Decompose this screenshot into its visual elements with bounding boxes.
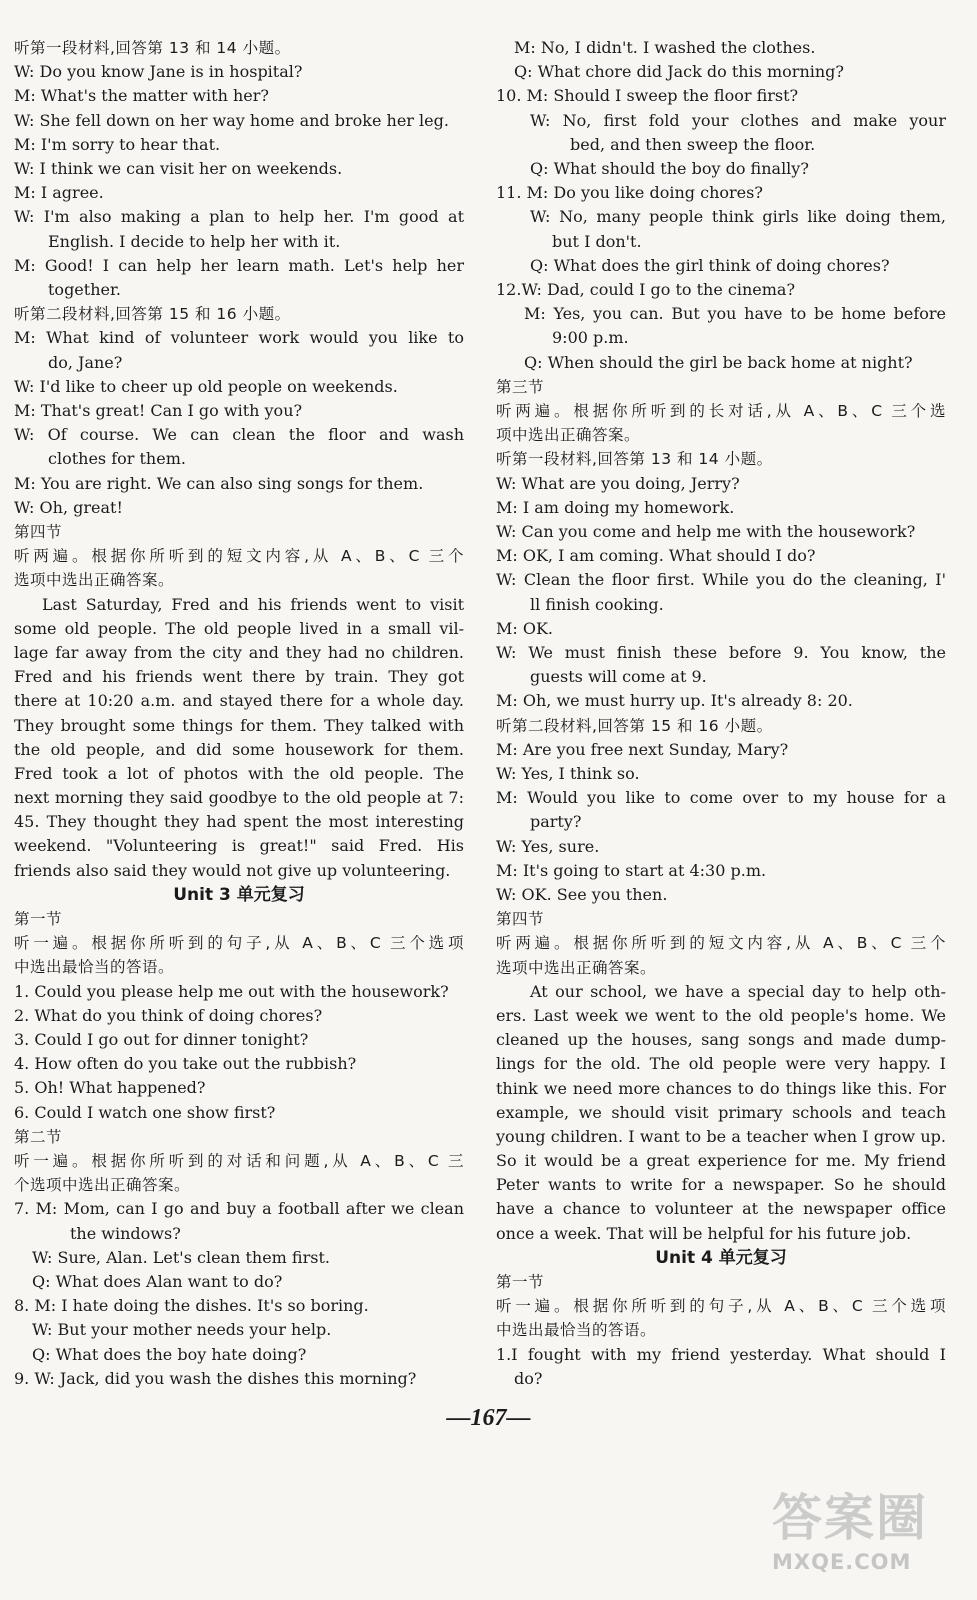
- dialogue-line: M: It's going to start at 4:30 p.m.: [496, 860, 767, 880]
- passage-line: once a week. That will be helpful for his future job.: [496, 1223, 912, 1243]
- passage-line: the old people, and did some housework for them.: [14, 739, 464, 759]
- section-instruction: 听一遍。根据你所听到的对话和问题,从 A、B、C 三: [14, 1152, 464, 1171]
- dialogue-line-continued: ll finish cooking.: [530, 594, 664, 614]
- dialogue-line: W: Can you come and help me with the housework?: [496, 522, 916, 541]
- dialogue-line: W: I think we can visit her on weekends.: [14, 159, 343, 179]
- question-item: 5. Oh! What happened?: [14, 1078, 206, 1098]
- question-item: 1. Could you please help me out with the housework?: [14, 981, 449, 1001]
- dialogue-line: M: I'm sorry to hear that.: [14, 134, 221, 154]
- dialogue-line: M: You are right. We can also sing songs for them.: [14, 473, 424, 493]
- passage-line: there at 10:20 a.m. and stayed there for a whole day.: [14, 691, 464, 711]
- dialogue-line: Q: What should the boy do finally?: [530, 159, 809, 178]
- dialogue-line: M: Yes, you can. But you have to be home before: [524, 304, 946, 324]
- passage-line: young children. I want to be a teacher when I grow up.: [496, 1126, 946, 1146]
- section-instruction: 听两遍。根据你所听到的短文内容,从 A、B、C 三个: [496, 934, 946, 953]
- question-item-continued: do?: [514, 1368, 543, 1388]
- dialogue-line: W: What are you doing, Jerry?: [496, 473, 740, 493]
- section-instruction: 听两遍。根据你所听到的短文内容,从 A、B、C 三个: [14, 547, 464, 566]
- passage-line: cleaned up the houses, sang songs and made dump-: [496, 1030, 946, 1050]
- passage-line: lage far away from the city and they had no children.: [14, 642, 464, 662]
- dialogue-line: W: Clean the floor first. While you do the cleaning, I': [496, 570, 946, 590]
- section-heading: 第四节: [14, 523, 63, 541]
- dialogue-line: M: Would you like to come over to my house for a: [496, 788, 946, 808]
- section-instruction: 听第二段材料,回答第 15 和 16 小题。: [14, 305, 291, 324]
- section-instruction: 听第二段材料,回答第 15 和 16 小题。: [496, 716, 773, 735]
- dialogue-line: W: No, first fold your clothes and make your: [530, 110, 946, 130]
- section-instruction: 中选出最恰当的答语。: [14, 958, 175, 977]
- section-instruction: 选项中选出正确答案。: [496, 958, 657, 977]
- dialogue-line-continued: the windows?: [70, 1223, 181, 1243]
- dialogue-line-continued: do, Jane?: [48, 352, 123, 372]
- dialogue-line: M: Good! I can help her learn math. Let's help her: [14, 255, 464, 275]
- passage-line: Last Saturday, Fred and his friends went to visit: [42, 594, 464, 614]
- passage-line: So it would be a great experience for me. My friend: [496, 1151, 946, 1171]
- section-instruction: 个选项中选出正确答案。: [14, 1176, 191, 1195]
- dialogue-line: W: Oh, great!: [14, 497, 123, 517]
- passage-line: friends also said they would not give up volunteering.: [14, 860, 451, 880]
- dialogue-line: Q: What does the boy hate doing?: [32, 1344, 307, 1364]
- dialogue-line: M: I agree.: [14, 183, 104, 203]
- dialogue-line-continued: clothes for them.: [48, 449, 186, 469]
- dialogue-line: W: I'd like to cheer up old people on weekends.: [14, 376, 398, 396]
- dialogue-line: Q: When should the girl be back home at night?: [524, 352, 913, 372]
- dialogue-line: W: I'm also making a plan to help her. I'm good at: [14, 207, 464, 227]
- watermark-logo-text: 答案圈: [772, 1489, 928, 1547]
- dialogue-line: M: Oh, we must hurry up. It's already 8: 20.: [496, 691, 853, 711]
- dialogue-line: M: OK.: [496, 618, 554, 638]
- dialogue-line: Q: What does the girl think of doing chores?: [530, 255, 890, 275]
- dialogue-line: W: Do you know Jane is in hospital?: [14, 62, 303, 82]
- dialogue-line: W: We must finish these before 9. You know, the: [496, 643, 946, 662]
- dialogue-line-continued: together.: [48, 280, 121, 299]
- unit-title: Unit 4 单元复习: [655, 1247, 787, 1268]
- left-column: [14, 36, 464, 1391]
- dialogue-line: M: Are you free next Sunday, Mary?: [496, 739, 789, 759]
- unit-title: Unit 3 单元复习: [173, 884, 305, 905]
- section-instruction: 听两遍。根据你所听到的长对话,从 A、B、C 三个选: [496, 402, 946, 420]
- section-instruction: 项中选出正确答案。: [496, 426, 641, 445]
- passage-line: next morning they said goodbye to the old people at 7:: [14, 788, 464, 808]
- dialogue-line: M: OK, I am coming. What should I do?: [496, 546, 816, 566]
- dialogue-line: W: She fell down on her way home and broke her leg.: [14, 110, 449, 130]
- dialogue-line: 11. M: Do you like doing chores?: [496, 183, 763, 203]
- dialogue-line-continued: English. I decide to help her with it.: [48, 231, 341, 251]
- passage-line: think we need more chances to do things like this. For: [496, 1078, 946, 1098]
- dialogue-line: M: No, I didn't. I washed the clothes.: [514, 38, 816, 57]
- passage-line: They brought some things for them. They talked with: [14, 715, 464, 735]
- dialogue-line: 8. M: I hate doing the dishes. It's so boring.: [14, 1296, 369, 1316]
- section-heading: 第三节: [496, 377, 545, 396]
- dialogue-line: W: Yes, I think so.: [496, 764, 640, 783]
- dialogue-line: W: No, many people think girls like doing them,: [530, 207, 946, 227]
- section-instruction: 听一遍。根据你所听到的句子,从 A、B、C 三个选项: [14, 934, 464, 953]
- passage-line: Fred and his friends went there by train. They got: [14, 667, 464, 687]
- dialogue-line: W: But your mother needs your help.: [32, 1320, 332, 1340]
- dialogue-line: M: I am doing my homework.: [496, 497, 735, 517]
- question-item: 1.I fought with my friend yesterday. What should I: [496, 1344, 946, 1364]
- passage-line: some old people. The old people lived in a small vil-: [14, 618, 464, 638]
- dialogue-line-continued: party?: [530, 812, 582, 832]
- dialogue-line: W: Of course. We can clean the floor and wash: [14, 425, 464, 445]
- section-heading: 第四节: [496, 910, 545, 929]
- dialogue-line: M: What's the matter with her?: [14, 86, 269, 106]
- dialogue-line-continued: but I don't.: [552, 231, 642, 251]
- passage-line: example, we should visit primary schools and teach: [496, 1102, 946, 1122]
- passage-line: ers. Last week we went to the old people's home. We: [496, 1005, 946, 1025]
- passage-line: have a chance to volunteer at the newspaper office: [496, 1199, 946, 1219]
- section-instruction: 听第一段材料,回答第 13 和 14 小题。: [496, 450, 773, 469]
- dialogue-line: Q: What chore did Jack do this morning?: [514, 62, 844, 82]
- dialogue-line: W: Sure, Alan. Let's clean them first.: [32, 1247, 330, 1267]
- question-item: 6. Could I watch one show first?: [14, 1102, 276, 1122]
- section-heading: 第二节: [14, 1127, 63, 1146]
- section-heading: 第一节: [496, 1273, 545, 1292]
- dialogue-line: W: OK. See you then.: [496, 885, 668, 904]
- passage-line: At our school, we have a special day to help oth-: [530, 981, 946, 1001]
- section-instruction: 听一遍。根据你所听到的句子,从 A、B、C 三个选项: [496, 1297, 946, 1316]
- section-instruction: 听第一段材料,回答第 13 和 14 小题。: [14, 39, 291, 57]
- dialogue-line: M: What kind of volunteer work would you like to: [14, 328, 464, 348]
- dialogue-line: 12.W: Dad, could I go to the cinema?: [496, 280, 796, 299]
- question-item: 2. What do you think of doing chores?: [14, 1005, 323, 1025]
- passage-line: lings for the old. The old people were very happy. I: [496, 1054, 946, 1074]
- dialogue-line: M: That's great! Can I go with you?: [14, 401, 303, 420]
- dialogue-line: W: Yes, sure.: [496, 836, 600, 856]
- dialogue-line: Q: What does Alan want to do?: [32, 1272, 283, 1292]
- question-item: 4. How often do you take out the rubbish?: [14, 1054, 357, 1074]
- page-number: —167—: [446, 1405, 531, 1431]
- passage-line: 45. They thought they had spent the most interesting: [14, 812, 464, 832]
- passage-line: Fred took a lot of photos with the old people. The: [14, 763, 464, 783]
- question-item: 3. Could I go out for dinner tonight?: [14, 1030, 309, 1050]
- section-heading: 第一节: [14, 910, 63, 929]
- dialogue-line-continued: guests will come at 9.: [530, 667, 707, 687]
- right-column: [496, 36, 946, 1391]
- dialogue-line-continued: bed, and then sweep the floor.: [570, 134, 816, 154]
- watermark-logo: [772, 1478, 947, 1586]
- passage-line: weekend. "Volunteering is great!" said Fred. His: [14, 836, 464, 856]
- passage-line: Peter wants to write for a newspaper. So he should: [496, 1175, 946, 1195]
- section-instruction: 选项中选出正确答案。: [14, 571, 175, 590]
- section-instruction: 中选出最恰当的答语。: [496, 1321, 657, 1340]
- dialogue-line: 7. M: Mom, can I go and buy a football after we clean: [14, 1199, 464, 1219]
- dialogue-line: 9. W: Jack, did you wash the dishes this morning?: [14, 1368, 417, 1388]
- watermark-url: MXQE.COM: [772, 1550, 912, 1574]
- dialogue-line: 10. M: Should I sweep the floor first?: [496, 86, 799, 106]
- dialogue-line-continued: 9:00 p.m.: [552, 328, 629, 348]
